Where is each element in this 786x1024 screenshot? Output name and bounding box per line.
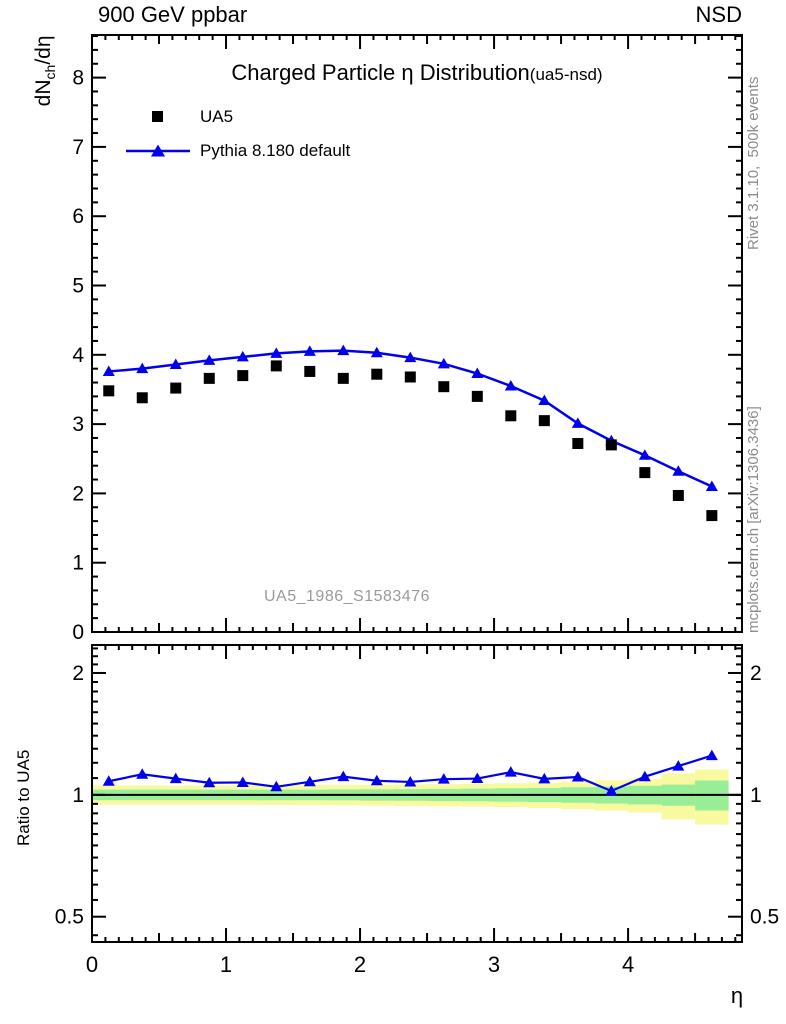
ua5-point xyxy=(271,360,282,371)
y-axis-title-main-sub: ch xyxy=(42,64,59,80)
x-tick-label: 4 xyxy=(621,952,635,977)
ua5-point xyxy=(371,369,382,380)
ua5-point xyxy=(505,410,516,421)
pythia-line-marker-icon xyxy=(126,139,190,163)
ua5-series xyxy=(103,360,717,521)
ua5-point xyxy=(606,439,617,450)
beam-energy-label: 900 GeV ppbar xyxy=(98,2,248,27)
ua5-point xyxy=(137,392,148,403)
mcplots-reference-note: mcplots.cern.ch [arXiv:1306.3436] xyxy=(745,406,762,633)
ratio-y-tick-label-left: 0.5 xyxy=(54,905,84,929)
x-axis-title: η xyxy=(730,983,744,1008)
legend-label-ua5: UA5 xyxy=(200,107,234,126)
main-y-tick-label: 6 xyxy=(72,205,84,229)
main-y-tick-label: 7 xyxy=(72,135,84,159)
legend-row-ua5 xyxy=(126,100,350,134)
ua5-point xyxy=(438,381,449,392)
ratio-y-tick-label-right: 2 xyxy=(750,661,762,685)
main-y-tick-label: 8 xyxy=(72,66,84,90)
ratio-y-tick-label-right: 0.5 xyxy=(750,905,780,929)
plot-title-suffix: (ua5-nsd) xyxy=(529,65,603,84)
x-tick-label: 2 xyxy=(353,952,367,977)
pythia-series xyxy=(103,345,718,491)
event-class-label: NSD xyxy=(695,2,742,27)
main-y-tick-label: 4 xyxy=(72,343,84,367)
ratio-y-tick-label-right: 1 xyxy=(750,783,762,807)
ua5-point xyxy=(204,373,215,384)
y-axis-title-main-pre: dN xyxy=(32,79,55,107)
y-axis-title-main-post: /dη xyxy=(32,35,55,65)
y-axis-title-main xyxy=(8,35,58,118)
ua5-point xyxy=(103,385,114,396)
main-y-tick-label: 2 xyxy=(72,482,84,506)
main-y-tick-label: 3 xyxy=(72,413,84,437)
main-y-tick-label: 5 xyxy=(72,274,84,298)
legend-row-pythia xyxy=(126,134,350,168)
analysis-watermark: UA5_1986_S1583476 xyxy=(264,588,430,605)
ua5-point xyxy=(539,415,550,426)
axis-tick-labels xyxy=(55,67,779,1008)
ua5-point xyxy=(237,370,248,381)
ua5-point xyxy=(405,371,416,382)
main-y-tick-label: 1 xyxy=(72,551,84,575)
ua5-point xyxy=(706,510,717,521)
plot-title-text: Charged Particle η Distribution xyxy=(231,60,530,85)
x-tick-label: 3 xyxy=(487,952,501,977)
x-tick-label: 1 xyxy=(219,952,233,977)
ua5-point xyxy=(170,383,181,394)
ua5-point xyxy=(472,391,483,402)
pythia-line xyxy=(109,351,712,487)
ua5-point xyxy=(639,467,650,478)
ua5-point xyxy=(338,373,349,384)
ua5-point xyxy=(572,438,583,449)
y-axis-title-ratio: Ratio to UA5 xyxy=(14,749,33,846)
ratio-y-tick-label-left: 2 xyxy=(72,661,84,685)
ua5-point xyxy=(304,366,315,377)
x-tick-label: 0 xyxy=(85,952,99,977)
main-y-tick-label: 0 xyxy=(72,621,84,644)
ua5-point xyxy=(673,490,684,501)
plot-title xyxy=(92,60,742,86)
ratio-y-tick-label-left: 1 xyxy=(72,783,84,807)
rivet-version-note: Rivet 3.1.10, 500k events xyxy=(745,76,762,250)
legend xyxy=(126,100,350,168)
legend-label-pythia: Pythia 8.180 default xyxy=(200,141,351,160)
ua5-square-marker-icon xyxy=(126,105,190,129)
